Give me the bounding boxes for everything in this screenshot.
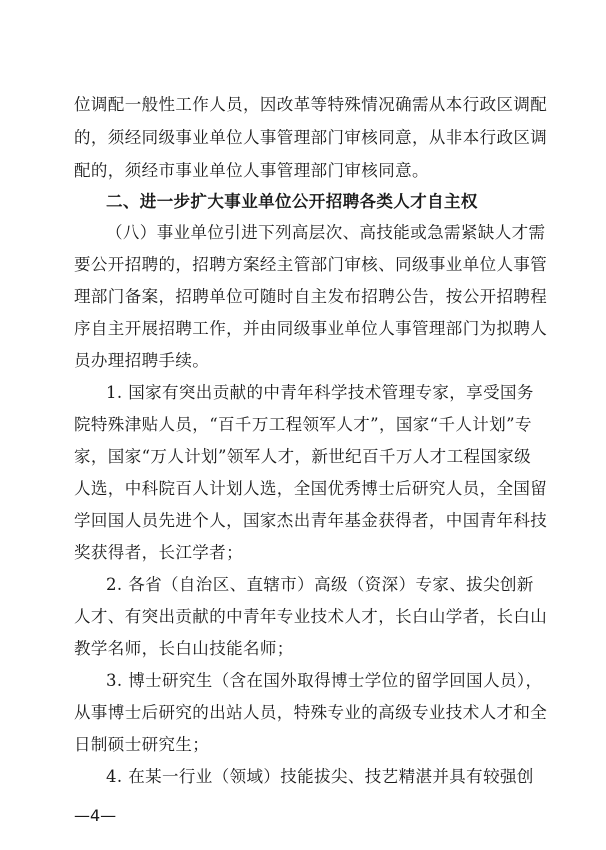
list-item-line: 4. 在某一行业（领域）技能拔尖、技艺精湛并具有较强创 <box>106 767 534 786</box>
list-item-line: 从事博士后研究的出站人员，特殊专业的高级专业技术人才和全 <box>74 703 548 722</box>
list-item-line: 奖获得者，长江学者； <box>74 543 243 562</box>
list-item-line: 日制硕士研究生； <box>74 735 210 754</box>
list-item-line: 2. 各省（自治区、直辖市）高级（资深）专家、拔尖创新 <box>106 575 534 594</box>
body-text-line: 位调配一般性工作人员，因改革等特殊情况确需从本行政区调配 <box>74 95 548 114</box>
list-item-line: 人才、有突出贡献的中青年专业技术人才，长白山学者，长白山 <box>74 607 548 626</box>
body-text-line: 员办理招聘手续。 <box>74 351 210 370</box>
list-item-line: 家，国家“万人计划”领军人才，新世纪百千万人才工程国家级 <box>74 447 532 466</box>
body-text-line: 序自主开展招聘工作，并由同级事业单位人事管理部门为拟聘人 <box>74 319 548 338</box>
body-text-line: 要公开招聘的，招聘方案经主管部门审核、同级事业单位人事管 <box>74 255 548 274</box>
list-item-line: 人选，中科院百人计划人选，全国优秀博士后研究人员，全国留 <box>74 479 548 498</box>
list-item-line: 学回国人员先进个人，国家杰出青年基金获得者，中国青年科技 <box>74 511 548 530</box>
body-text-line: 理部门备案，招聘单位可随时自主发布招聘公告，按公开招聘程 <box>74 287 548 306</box>
body-text-line: 的，须经同级事业单位人事管理部门审核同意，从非本行政区调 <box>74 128 548 147</box>
list-item-line: 3. 博士研究生（含在国外取得博士学位的留学回国人员）， <box>106 671 543 690</box>
list-item-line: 1. 国家有突出贡献的中青年科学技术管理专家，享受国务 <box>106 383 534 402</box>
page-number: —4— <box>74 806 117 825</box>
section-heading: 二、进一步扩大事业单位公开招聘各类人才自主权 <box>106 192 478 211</box>
body-text-line: 配的，须经市事业单位人事管理部门审核同意。 <box>74 161 429 180</box>
body-text-line: （八）事业单位引进下列高层次、高技能或急需紧缺人才需 <box>106 223 546 242</box>
list-item-line: 教学名师，长白山技能名师； <box>74 639 294 658</box>
list-item-line: 院特殊津贴人员，“百千万工程领军人才”，国家“千人计划”专 <box>74 415 532 434</box>
